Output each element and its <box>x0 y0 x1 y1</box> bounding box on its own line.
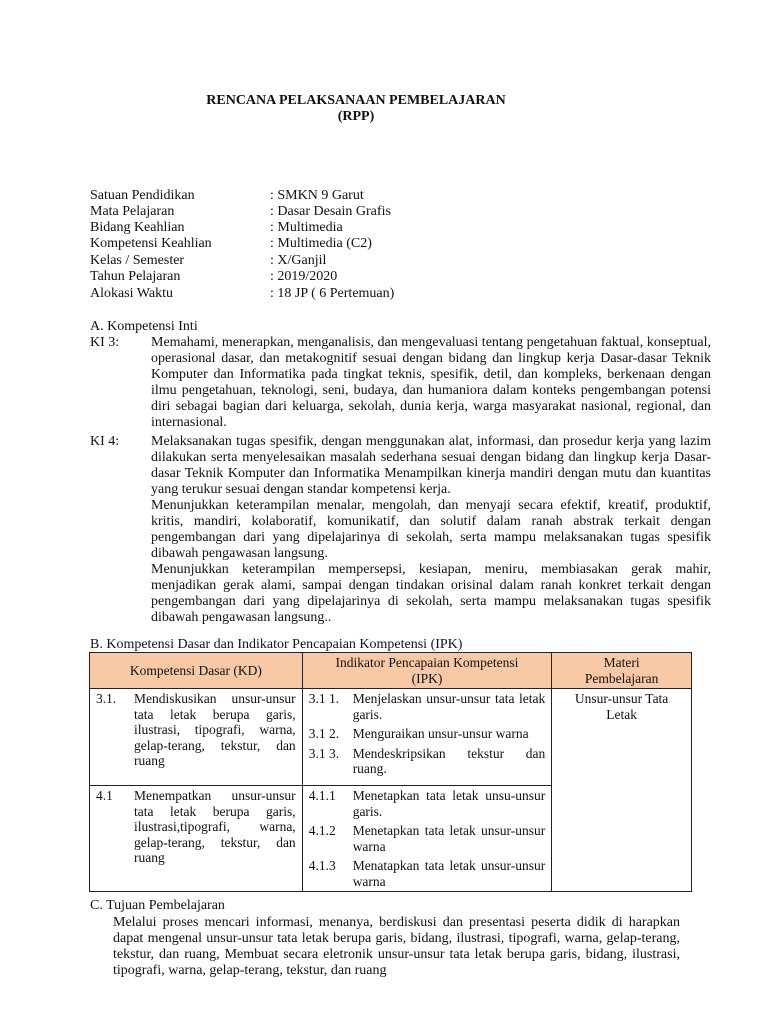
identity-value: : Multimedia <box>270 220 343 235</box>
identity-key: Bidang Keahlian <box>90 220 185 235</box>
ipk-text: Menjelaskan unsur-unsur tata letak garis. <box>352 691 546 722</box>
ipk-number: 4.1.3 <box>308 858 336 873</box>
ipk-text: Menetapkan tata letak unsur-unsur warna <box>352 823 546 854</box>
header-materi-label: Materi <box>603 655 640 670</box>
ki4-text-block <box>151 434 711 626</box>
table-header-row <box>90 653 692 689</box>
identity-value: : SMKN 9 Garut <box>270 188 364 203</box>
header-ipk-label: Indikator Pencapaian Kompetensi <box>335 655 519 670</box>
ipk-text: Menatapkan tata letak unsur-unsur warna <box>352 858 546 889</box>
ipk-cell <box>302 786 552 892</box>
ipk-number: 4.1.1 <box>308 788 336 803</box>
ki4-paragraph: Menunjukkan keterampilan mempersepsi, kesiapan, meniru, membiasakan gerak mahir, menjadikan gerak alami, sampai dengan tindakan orisinal dalam ranah konkret terkait dengan pengembangan dari yang dipelajarinya di sekolah, serta mampu melaksanakan tugas spesifik dibawah pengawasan langsung.. <box>151 562 711 625</box>
section-c-text: Melalui proses mencari informasi, menanya, berdiskusi dan presentasi peserta didik di harapkan dapat mengenal unsur-unsur tata letak berupa garis, bidang, ilustrasi, tipografi, warna, gelap-terang, tekstur, dan ruang, Membuat secara eletronik unsur-unsur tata letak berupa garis, bidang, ilustrasi, tipografi, warna, gelap-terang, tekstur, dan ruang <box>113 915 680 978</box>
ki3-label: KI 3: <box>90 335 120 350</box>
kd-ipk-table <box>89 652 692 892</box>
ki3-text-block <box>151 335 711 431</box>
identity-value: : 18 JP ( 6 Pertemuan) <box>270 286 395 301</box>
ipk-number: 4.1.2 <box>308 823 336 838</box>
section-a-heading: A. Kompetensi Inti <box>90 319 198 334</box>
ipk-number: 3.1 1. <box>308 691 340 706</box>
ipk-text: Mendeskripsikan tekstur dan ruang. <box>352 745 546 776</box>
kd-cell <box>90 689 303 786</box>
section-b-heading: B. Kompetensi Dasar dan Indikator Pencapaian Kompetensi (IPK) <box>90 637 463 652</box>
identity-value: : 2019/2020 <box>270 269 338 284</box>
kd-cell <box>90 786 303 892</box>
identity-key: Tahun Pelajaran <box>90 269 181 284</box>
identity-value: : Multimedia (C2) <box>270 236 372 251</box>
ki4-paragraph: Melaksanakan tugas spesifik, dengan menggunakan alat, informasi, dan prosedur kerja yang lazim dilakukan serta menyelesaikan masalah sederhana sesuai dengan bidang dan lingkup kerja Dasar-dasar Teknik Komputer dan Informatika Menampilkan kinerja mandiri dengan mutu dan kuantitas yang terukur sesuai dengan standar kompetensi kerja. <box>151 434 711 497</box>
kd-text: Mendiskusikan unsur-unsur tata letak berupa garis, ilustrasi, tipografi, warna, gelap-terang, tekstur, dan ruang <box>134 691 296 768</box>
identity-key: Kelas / Semester <box>90 253 185 268</box>
section-c-heading: C. Tujuan Pembelajaran <box>90 898 225 913</box>
ipk-number: 3.1 2. <box>308 726 340 741</box>
ki3-text: Memahami, menerapkan, menganalisis, dan mengevaluasi tentang pengetahuan faktual, konseptual, operasional dasar, dan metakognitif sesuai dengan bidang dan lingkup kerja Dasar-dasar Teknik Komputer dan Informatika pada tingkat teknis, spesifik, detil, dan kompleks, berkenaan dengan ilmu pengetahuan, teknologi, seni, budaya, dan humaniora dalam konteks pengembangan potensi diri sebagai bagian dari keluarga, sekolah, dunia kerja, warga masyarakat nasional, regional, dan internasional. <box>151 335 711 430</box>
materi-text: Unsur-unsur Tata Letak <box>574 691 669 722</box>
document-subtitle: (RPP) <box>337 109 375 124</box>
header-materi <box>552 653 692 689</box>
header-ipk <box>302 653 552 689</box>
identity-key: Kompetensi Keahlian <box>90 236 212 251</box>
section-c-text-block <box>113 915 680 979</box>
header-ipk-label-2: (IPK) <box>411 670 443 686</box>
ipk-text: Menguraikan unsur-unsur warna <box>352 726 529 741</box>
ipk-text: Menetapkan tata letak unsu-unsur garis. <box>352 788 546 819</box>
table-row <box>90 689 692 786</box>
ki4-label: KI 4: <box>90 434 120 449</box>
kd-number: 4.1 <box>96 788 113 803</box>
ki4-paragraph: Menunjukkan keterampilan menalar, mengolah, dan menyaji secara efektif, kreatif, produktif, kritis, mandiri, kolaboratif, komunikatif, dan solutif dalam ranah abstrak terkait dengan pengembangan dari yang dipelajarinya di sekolah, serta mampu melaksanakan tugas spesifik dibawah pengawasan langsung. <box>151 498 711 561</box>
document-title: RENCANA PELAKSANAAN PEMBELAJARAN <box>206 93 506 108</box>
materi-cell <box>552 689 692 892</box>
identity-value: : X/Ganjil <box>270 253 327 268</box>
kd-text: Menempatkan unsur-unsur tata letak berupa garis, ilustrasi,tipografi, warna, gelap-terang, tekstur, dan ruang <box>134 788 296 865</box>
ipk-number: 3.1 3. <box>308 745 340 761</box>
identity-key: Satuan Pendidikan <box>90 188 195 203</box>
kd-number: 3.1. <box>96 691 117 706</box>
header-materi-label-2: Pembelajaran <box>584 670 659 686</box>
identity-value: : Dasar Desain Grafis <box>270 204 391 219</box>
ipk-cell <box>302 689 552 786</box>
identity-key: Mata Pelajaran <box>90 204 175 219</box>
header-kd-label: Kompetensi Dasar (KD) <box>129 662 262 678</box>
header-kd <box>90 653 303 689</box>
identity-key: Alokasi Waktu <box>90 286 173 301</box>
